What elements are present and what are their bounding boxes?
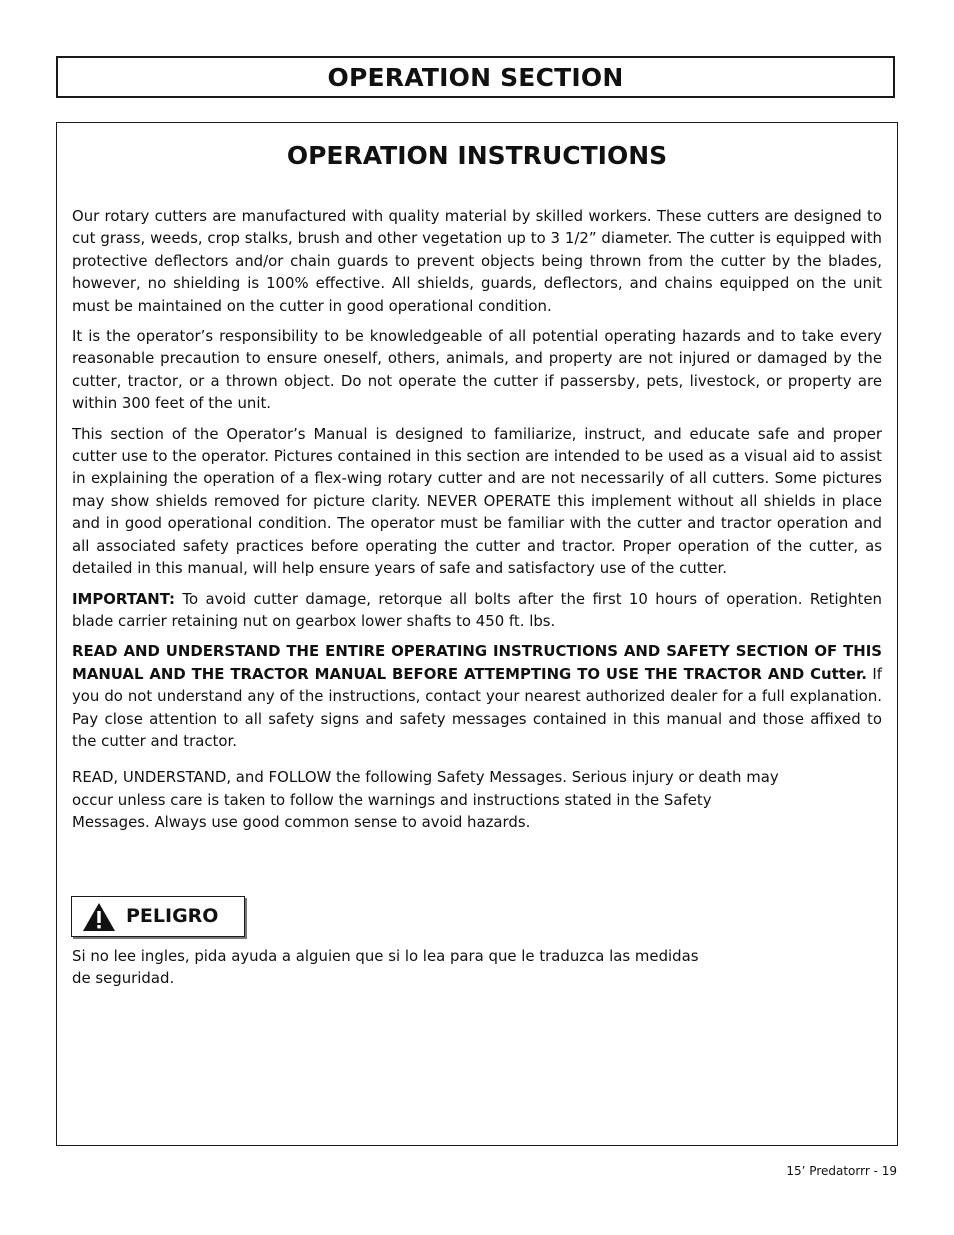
- important-text: To avoid cutter damage, retorque all bolts after the first 10 hours of operation. Retighten blade carrier retaining nut on gearbox lower shafts to 450 ft. lbs.: [72, 589, 882, 630]
- spanish-safety-text: Si no lee ingles, pida ayuda a alguien que si lo lea para que le traduzca las medidas de seguridad.: [72, 947, 699, 988]
- paragraph-manual-section: This section of the Operator’s Manual is designed to familiarize, instruct, and educate safe and proper cutter use to the operator. Pictures contained in this section are intended to be used as a visual aid to assist in explaining the operation of a flex-wing rotary cutter and are not necessarily of all cutters. Some pictures may show shields removed for picture clarity. NEVER OPERATE this implement without all shields in place and in good operational condition. The operator must be familiar with the cutter and tractor operation and all associated safety practices before operating the cutter and tractor. Proper operation of the cutter, as detailed in this manual, will help ensure years of safe and satisfactory use of the cutter.: [72, 424, 882, 578]
- paragraph-intro: Our rotary cutters are manufactured with quality material by skilled workers. These cutters are designed to cut grass, weeds, crop stalks, brush and other vegetation up to 3 1/2” diameter. The cutter is equipped with protective deflectors and/or chain guards to prevent objects being thrown from the cutter by the blades, however, no shielding is 100% effective. All shields, guards, deflectors, and chains equipped on the unit must be maintained on the cutter in good operational condition.: [72, 207, 882, 315]
- paragraph-responsibility: It is the operator’s responsibility to be knowledgeable of all potential operating hazards and to take every reasonable precaution to ensure oneself, others, animals, and property are not injured or damaged by the cutter, tractor, or a thrown object. Do not operate the cutter if passersby, pets, livestock, or property are within 300 feet of the unit.: [72, 327, 882, 413]
- paragraph-read-understand: [72, 640, 882, 752]
- peligro-label: [71, 896, 245, 937]
- paragraph-safety-messages: READ, UNDERSTAND, and FOLLOW the following Safety Messages. Serious injury or death may occur unless care is taken to follow the warnings and instructions stated in the Safety Messages. Always use good common sense to avoid hazards.: [72, 768, 779, 832]
- warning-triangle-icon: [82, 902, 116, 932]
- section-header: [56, 56, 895, 98]
- body-text: [72, 205, 882, 842]
- section-title: OPERATION SECTION: [327, 62, 624, 92]
- content-box: [56, 122, 898, 1146]
- page-footer: 15’ Predatorrr - 19: [786, 1164, 897, 1178]
- paragraph-important: [72, 588, 882, 633]
- page-title: OPERATION INSTRUCTIONS: [286, 141, 668, 170]
- read-understand-bold: READ AND UNDERSTAND THE ENTIRE OPERATING INSTRUCTIONS AND SAFETY SECTION OF THIS MANUAL AND THE TRACTOR MANUAL BEFORE ATTEMPTING TO USE THE TRACTOR AND Cutter.: [72, 642, 882, 683]
- read-understand-text: If you do not understand any of the instructions, contact your nearest authorized dealer for a full explanation. Pay close attention to all safety signs and safety messages contained in this manual and those affixed to the cutter and tractor.: [72, 664, 882, 750]
- peligro-text: PELIGRO: [126, 905, 219, 927]
- important-label: IMPORTANT:: [72, 589, 176, 608]
